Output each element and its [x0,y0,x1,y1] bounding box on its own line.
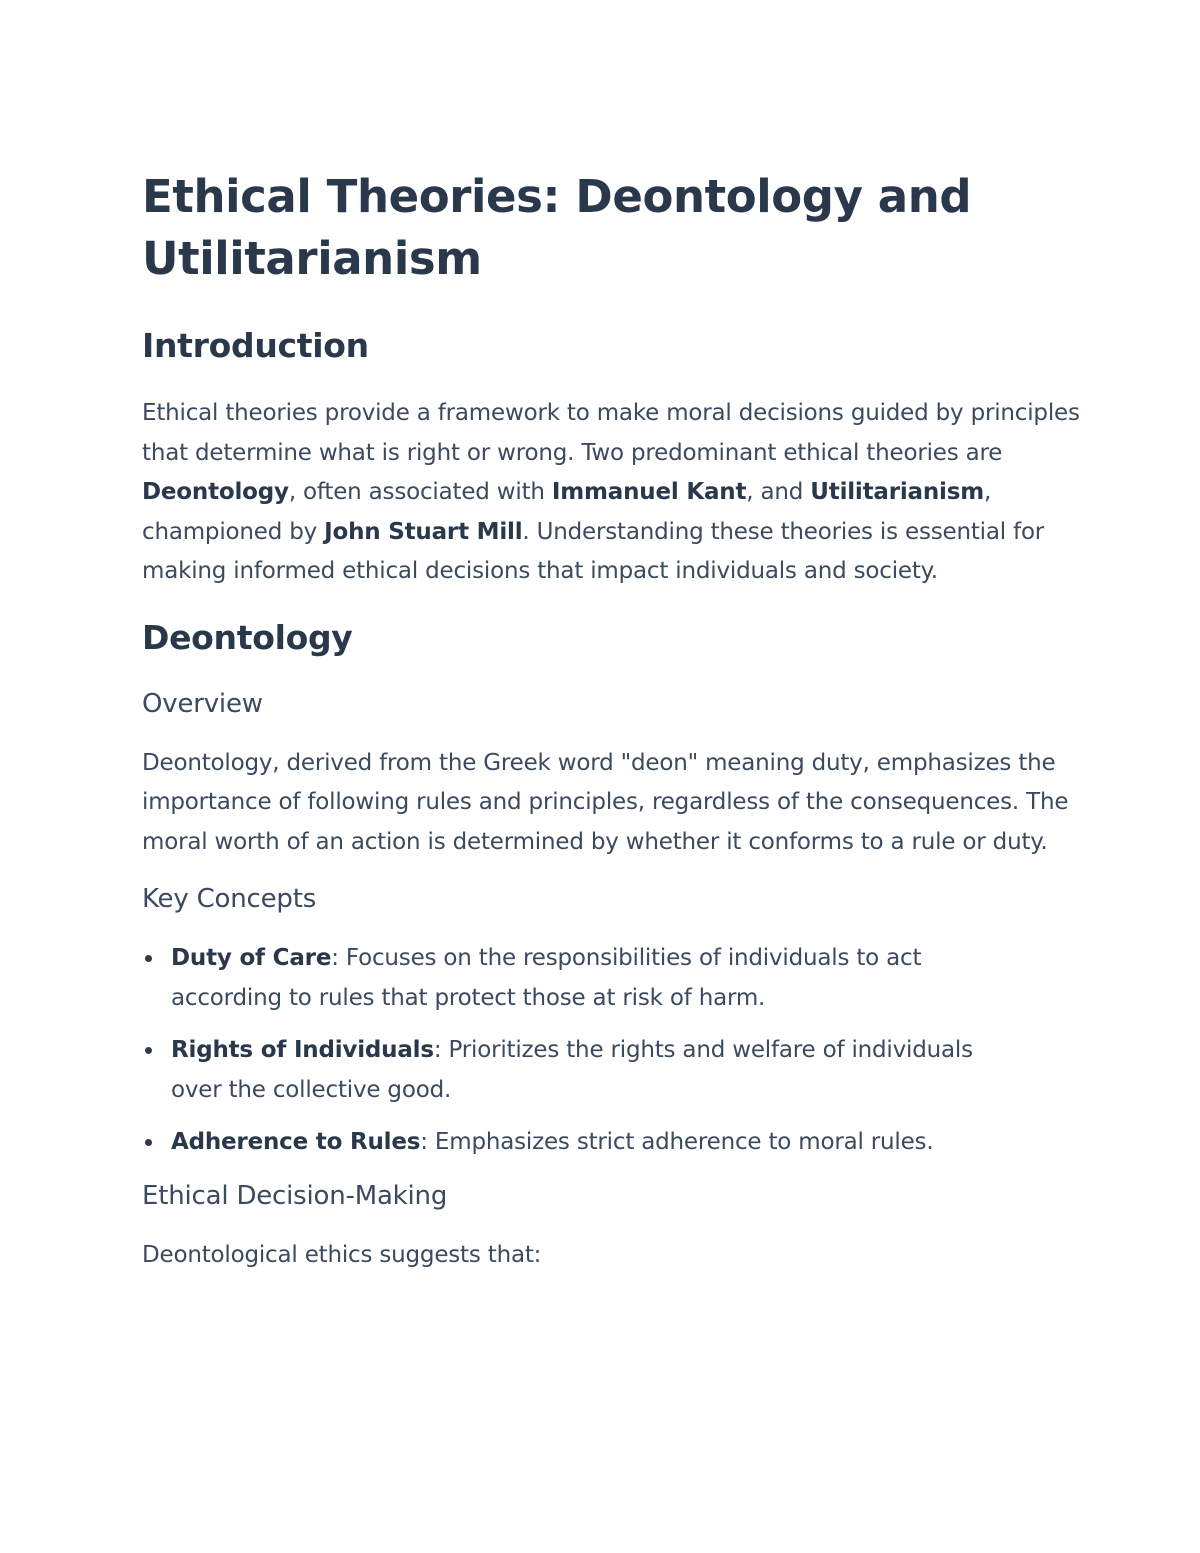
key-concepts-list [142,939,1080,1163]
intro-bold-kant: Immanuel Kant [551,479,747,505]
intro-text-2: , often associated with [288,479,552,505]
introduction-heading: Introduction [142,326,369,365]
intro-text-4: , championed by [142,479,992,545]
intro-bold-utilitarianism: Utilitarianism [810,479,984,505]
key-concepts-heading: Key Concepts [142,884,317,914]
list-item [142,1031,1080,1110]
list-item [142,1123,1080,1163]
ethical-decision-making-paragraph: Deontological ethics suggests that: [142,1241,542,1268]
concept-term: Adherence to Rules [171,1129,421,1155]
intro-text-1: Ethical theories provide a framework to make moral decisions guided by principles that determine what is right or wrong. Two predominant ethical theories are [142,400,1080,466]
intro-text-5: . Understanding these theories is essential for making informed ethical decisions that impact individuals and society. [142,518,1045,584]
intro-text-3: , and [746,479,811,505]
intro-bold-deontology: Deontology [142,479,289,505]
concept-description: : Prioritizes the rights and welfare of individuals over the collective good. [171,1037,973,1103]
list-item [142,939,1080,1018]
overview-heading: Overview [142,688,263,719]
concept-term: Rights of Individuals [171,1037,434,1063]
overview-paragraph: Deontology, derived from the Greek word "deon" meaning duty, emphasizes the importance of following rules and principles, regardless of the consequences. The moral worth of an action is determined by whether it conforms to a rule or duty. [142,749,1069,855]
page-title: Ethical Theories: Deontology and Utilitarianism [142,170,972,285]
concept-description: : Focuses on the responsibilities of individuals to act according to rules that protect those at risk of harm. [171,945,922,1011]
deontology-heading: Deontology [142,617,353,657]
ethical-decision-making-heading: Ethical Decision-Making [142,1180,448,1211]
concept-description: : Emphasizes strict adherence to moral rules. [420,1129,934,1155]
intro-bold-mill: John Stuart Mill [324,518,523,545]
introduction-paragraph [142,394,1080,592]
bullet-icon [145,955,152,962]
bullet-icon [145,1047,152,1054]
concept-term: Duty of Care [171,945,332,971]
bullet-icon [145,1139,152,1146]
